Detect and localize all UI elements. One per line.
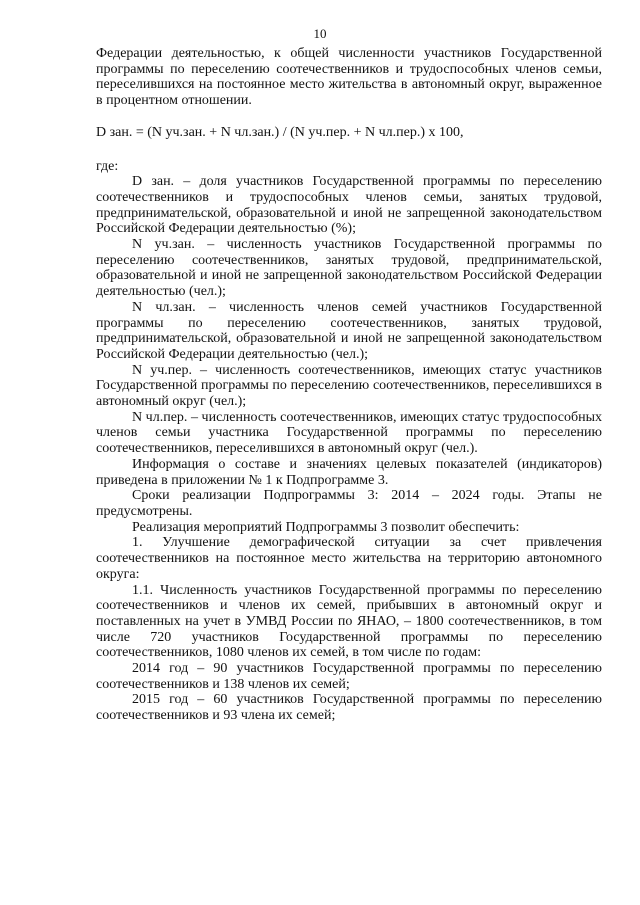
year-2015-item: 2015 год – 60 участников Государственной программы по переселению соотечественников и 93 члена их семей; (96, 692, 602, 724)
definition-n-uch-per: N уч.пер. – численность соотечественников, имеющих статус участников Государственной программы по переселению соотечественников, переселившихся в автономный округ (чел.); (96, 362, 602, 410)
item-1: 1. Улучшение демографической ситуации за счет привлечения соотечественников на постоянное место жительства на территорию автономного округа: (96, 535, 602, 582)
definition-n-chl-zan: N чл.зан. – численность членов семей участников Государственной программы по переселению соотечественников, занятых трудовой, предпринимательской, образовательной и иной не запрещенной законодательством Российской Федерации деятельностью (чел.); (96, 299, 602, 362)
item-1-1: 1.1. Численность участников Государственной программы по переселению соотечественников и членов их семей, прибывших в автономный округ и поставленных на учет в УМВД России по ЯНАО, – 1800 соотечественников, в том числе 720 участников Государственной программы по переселению соотечественников, 1080 членов их семей, в том числе по годам: (96, 582, 602, 661)
page-number: 10 (313, 26, 327, 41)
definition-n-chl-per: N чл.пер. – численность соотечественников, имеющих статус трудоспособных членов семьи участника Государственной программы по переселению соотечественников, переселившихся в автономный округ (чел.). (96, 409, 602, 457)
indicators-info-paragraph: Информация о составе и значениях целевых показателей (индикаторов) приведена в приложении № 1 к Подпрограмме 3. (96, 456, 602, 488)
definition-d-zan: D зан. – доля участников Государственной программы по переселению соотечественников и трудоспособных членов семьи, занятых трудовой, предпринимательской, образовательной и иной не запрещенной законодательством Российской Федерации деятельностью (%); (96, 174, 602, 237)
formula: D зан. = (N уч.зан. + N чл.зан.) / (N уч.пер. + N чл.пер.) x 100, (96, 124, 464, 140)
document-body (96, 46, 602, 724)
definition-n-uch-zan: N уч.зан. – численность участников Государственной программы по переселению соотечественников, занятых трудовой, предпринимательской, образовательной и иной не запрещенной законодательством Российской Федерации деятельностью (чел.); (96, 237, 602, 300)
intro-paragraph: Федерации деятельностью, к общей численности участников Государственной программы по переселению соотечественников и трудоспособных членов семьи, переселившихся на постоянное место жительства в автономный округ, выраженное в процентном отношении. (96, 46, 602, 109)
implementation-period-paragraph: Сроки реализации Подпрограммы 3: 2014 – 2024 годы. Этапы не предусмотрены. (96, 488, 602, 519)
year-2014-item: 2014 год – 90 участников Государственной программы по переселению соотечественников и 138 членов их семей; (96, 661, 602, 692)
expected-results-intro: Реализация мероприятий Подпрограммы 3 позволит обеспечить: (132, 519, 520, 535)
where-label: где: (96, 158, 119, 174)
